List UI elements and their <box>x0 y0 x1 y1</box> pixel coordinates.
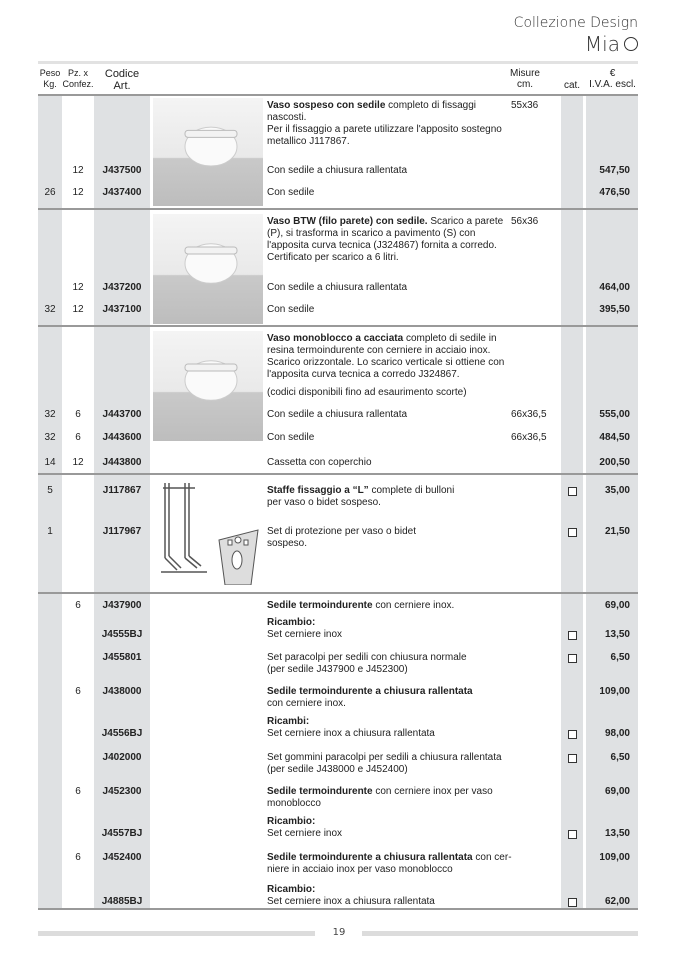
col-pz <box>62 68 94 90</box>
page-header <box>514 14 638 56</box>
product-code: J4555BJ <box>101 629 143 640</box>
price-table <box>38 96 638 910</box>
pz-value: 12 <box>72 304 84 315</box>
measure-value: 66x36,5 <box>511 432 547 443</box>
product-code: J4557BJ <box>101 828 143 839</box>
row-text: con cerniere inox. <box>372 600 455 611</box>
col-peso-l2: Kg. <box>43 79 57 89</box>
ricambio-heading: Ricambi: <box>267 716 310 727</box>
product-code: J117867 <box>102 485 142 496</box>
product-code: J443600 <box>102 432 142 443</box>
row-title: Sedile termoindurente <box>267 786 373 797</box>
col-price <box>585 68 640 90</box>
page-number: 19 <box>332 927 346 938</box>
row-description-line2: (per sedile J438000 e J452400) <box>267 764 408 775</box>
price-value: 555,00 <box>599 409 630 420</box>
cat-checkbox[interactable] <box>568 754 577 763</box>
col-misure <box>505 68 545 90</box>
product-note: Per il fissaggio a parete utilizzare l'apposito sostegno metallico J117867. <box>267 124 502 147</box>
row-description <box>267 485 507 497</box>
product-description <box>267 100 507 124</box>
row-description-line2: niere in acciaio inox per vaso monoblocco <box>267 864 453 875</box>
col-cat: cat. <box>563 80 581 91</box>
section-rule <box>38 908 638 910</box>
col-peso <box>38 68 62 90</box>
price-value: 98,00 <box>604 728 630 739</box>
cat-checkbox[interactable] <box>568 898 577 907</box>
cat-checkbox[interactable] <box>568 654 577 663</box>
product-title: Vaso sospeso con sedile <box>267 100 386 111</box>
peso-column-shade <box>38 96 62 910</box>
col-codice-l1: Codice <box>104 68 140 80</box>
vaso-monoblocco-image <box>153 331 263 441</box>
product-code: J117967 <box>102 526 142 537</box>
peso-value: 32 <box>44 432 56 443</box>
pz-value: 6 <box>75 600 81 611</box>
row-title: Staffe fissaggio a “L” <box>267 485 369 496</box>
row-text: complete di bulloni <box>368 485 455 496</box>
product-code: J437100 <box>102 304 142 315</box>
product-code: J455801 <box>102 652 142 663</box>
price-value: 476,50 <box>599 187 630 198</box>
cat-checkbox[interactable] <box>568 830 577 839</box>
product-code: J402000 <box>102 752 142 763</box>
vaso-btw-image <box>153 214 263 324</box>
row-description <box>267 786 527 798</box>
price-value: 13,50 <box>604 629 630 640</box>
pz-value: 6 <box>75 786 81 797</box>
price-value: 69,00 <box>604 786 630 797</box>
price-value: 109,00 <box>599 686 630 697</box>
row-text: Set paracolpi per sedili con chiusura normale <box>267 652 467 663</box>
footer-bar-right <box>362 931 638 936</box>
row-text: Set cerniere inox a chiusura rallentata <box>267 896 435 907</box>
row-description <box>267 629 527 641</box>
row-description-line2: per vaso o bidet sospeso. <box>267 497 381 508</box>
product-title-rest: completo di fissaggi nascosti. <box>267 100 476 123</box>
row-title: Sedile termoindurente a chiusura rallentata <box>267 686 473 697</box>
col-price-l1: € <box>609 68 616 79</box>
row-description <box>267 600 527 612</box>
row-description: Con sedile <box>267 187 315 198</box>
product-code: J443700 <box>102 409 142 420</box>
row-description-line2: con cerniere inox. <box>267 698 346 709</box>
price-value: 35,00 <box>604 485 630 496</box>
peso-value: 26 <box>44 187 56 198</box>
product-code: J452400 <box>102 852 142 863</box>
row-description: Con sedile <box>267 432 315 443</box>
product-description <box>267 333 507 381</box>
col-misure-l1: Misure <box>509 68 540 79</box>
section-rule <box>38 592 638 594</box>
col-codice <box>94 68 150 92</box>
measure-value: 56x36 <box>511 216 539 227</box>
row-description: Con sedile a chiusura rallentata <box>267 282 408 293</box>
price-value: 484,50 <box>599 432 630 443</box>
col-pz-l2: Confez. <box>62 79 94 89</box>
row-text: con cerniere inox per vaso <box>372 786 493 797</box>
col-misure-l2: cm. <box>516 79 534 90</box>
product-code: J4885BJ <box>101 896 143 907</box>
pz-value: 6 <box>75 409 81 420</box>
series-title <box>514 32 638 56</box>
product-code: J443800 <box>102 457 142 468</box>
ricambio-heading: Ricambio: <box>267 884 316 895</box>
staffe-image <box>153 480 263 585</box>
product-code: J438000 <box>102 686 142 697</box>
row-description <box>267 752 527 764</box>
pz-value: 6 <box>75 852 81 863</box>
row-text: con cer- <box>472 852 512 863</box>
collection-title: Collezione Design <box>513 15 638 31</box>
col-codice-l2: Art. <box>113 80 131 92</box>
row-text: Set cerniere inox <box>267 828 343 839</box>
row-description-line2: sospeso. <box>267 538 308 549</box>
section-rule <box>38 208 638 210</box>
price-value: 200,50 <box>599 457 630 468</box>
row-description <box>267 852 527 864</box>
measure-value: 66x36,5 <box>511 409 547 420</box>
price-value: 547,50 <box>599 165 630 176</box>
price-value: 6,50 <box>610 752 630 763</box>
row-description <box>267 526 507 538</box>
price-value: 21,50 <box>604 526 630 537</box>
cat-checkbox[interactable] <box>568 730 577 739</box>
product-title-rest: Scarico a parete (P), si trasforma in scarico a pavimento (S) con l'apposita curva tecnica (J324867) fornita a corredo. Certificato per scarico a 6 litri. <box>267 216 504 263</box>
footer-bar-left <box>38 931 315 936</box>
row-description <box>267 652 527 664</box>
row-text: Set di protezione per vaso o bidet <box>267 526 416 537</box>
product-title: Vaso monoblocco a cacciata <box>267 333 404 344</box>
pz-value: 12 <box>72 457 84 468</box>
peso-value: 32 <box>44 304 56 315</box>
product-note: (codici disponibili fino ad esaurimento scorte) <box>267 387 467 398</box>
price-value: 6,50 <box>610 652 630 663</box>
row-description: Cassetta con coperchio <box>267 457 372 468</box>
pz-value: 6 <box>75 686 81 697</box>
peso-value: 14 <box>44 457 56 468</box>
row-text: Set cerniere inox a chiusura rallentata <box>267 728 435 739</box>
row-text: Set gommini paracolpi per sedili a chiusura rallentata <box>267 752 502 763</box>
ricambio-heading: Ricambio: <box>267 816 316 827</box>
product-code: J4556BJ <box>101 728 143 739</box>
row-description: Con sedile a chiusura rallentata <box>267 409 408 420</box>
peso-value: 32 <box>44 409 56 420</box>
price-value: 62,00 <box>604 896 630 907</box>
ring-icon <box>624 37 638 51</box>
product-code: J452300 <box>102 786 142 797</box>
section-rule <box>38 473 638 475</box>
product-code: J437500 <box>102 165 142 176</box>
row-title: Sedile termoindurente <box>267 600 373 611</box>
pz-value: 12 <box>72 165 84 176</box>
row-description: Con sedile <box>267 304 315 315</box>
series-name: Mia <box>584 32 620 56</box>
col-pz-l1: Pz. x <box>67 68 88 78</box>
row-description-line2: (per sedile J437900 e J452300) <box>267 664 408 675</box>
header-divider <box>38 61 638 64</box>
price-value: 69,00 <box>604 600 630 611</box>
peso-value: 5 <box>47 485 53 496</box>
row-title: Sedile termoindurente a chiusura rallentata <box>267 852 473 863</box>
table-top-rule <box>38 94 638 96</box>
pz-value: 12 <box>72 282 84 293</box>
pz-value: 6 <box>75 432 81 443</box>
row-description <box>267 686 527 698</box>
price-value: 464,00 <box>599 282 630 293</box>
product-title: Vaso BTW (filo parete) con sedile. <box>267 216 428 227</box>
row-description <box>267 728 527 740</box>
product-code: J437200 <box>102 282 142 293</box>
row-description <box>267 828 527 840</box>
product-description <box>267 216 507 264</box>
row-description-line2: monoblocco <box>267 798 321 809</box>
col-peso-l1: Peso <box>39 68 61 78</box>
row-description: Con sedile a chiusura rallentata <box>267 165 408 176</box>
ricambio-heading: Ricambio: <box>267 617 316 628</box>
section-rule <box>38 325 638 327</box>
cat-checkbox[interactable] <box>568 631 577 640</box>
price-value: 13,50 <box>604 828 630 839</box>
cat-checkbox[interactable] <box>568 528 577 537</box>
price-value: 395,50 <box>599 304 630 315</box>
measure-value: 55x36 <box>511 100 539 111</box>
product-code: J437900 <box>102 600 142 611</box>
row-description <box>267 896 527 908</box>
cat-checkbox[interactable] <box>568 487 577 496</box>
row-text: Set cerniere inox <box>267 629 343 640</box>
product-title-rest: completo di sedile in resina termoindurente con cerniere in acciaio inox. Scarico orizzontale. Lo scarico verticale si ottiene con l'apposita curva tecnica a corredo J324867. <box>267 333 505 380</box>
price-value: 109,00 <box>599 852 630 863</box>
col-price-l2: I.V.A. escl. <box>589 79 636 90</box>
peso-value: 1 <box>47 526 53 537</box>
product-code: J437400 <box>102 187 142 198</box>
pz-value: 12 <box>72 187 84 198</box>
vaso-sospeso-image <box>153 98 263 206</box>
